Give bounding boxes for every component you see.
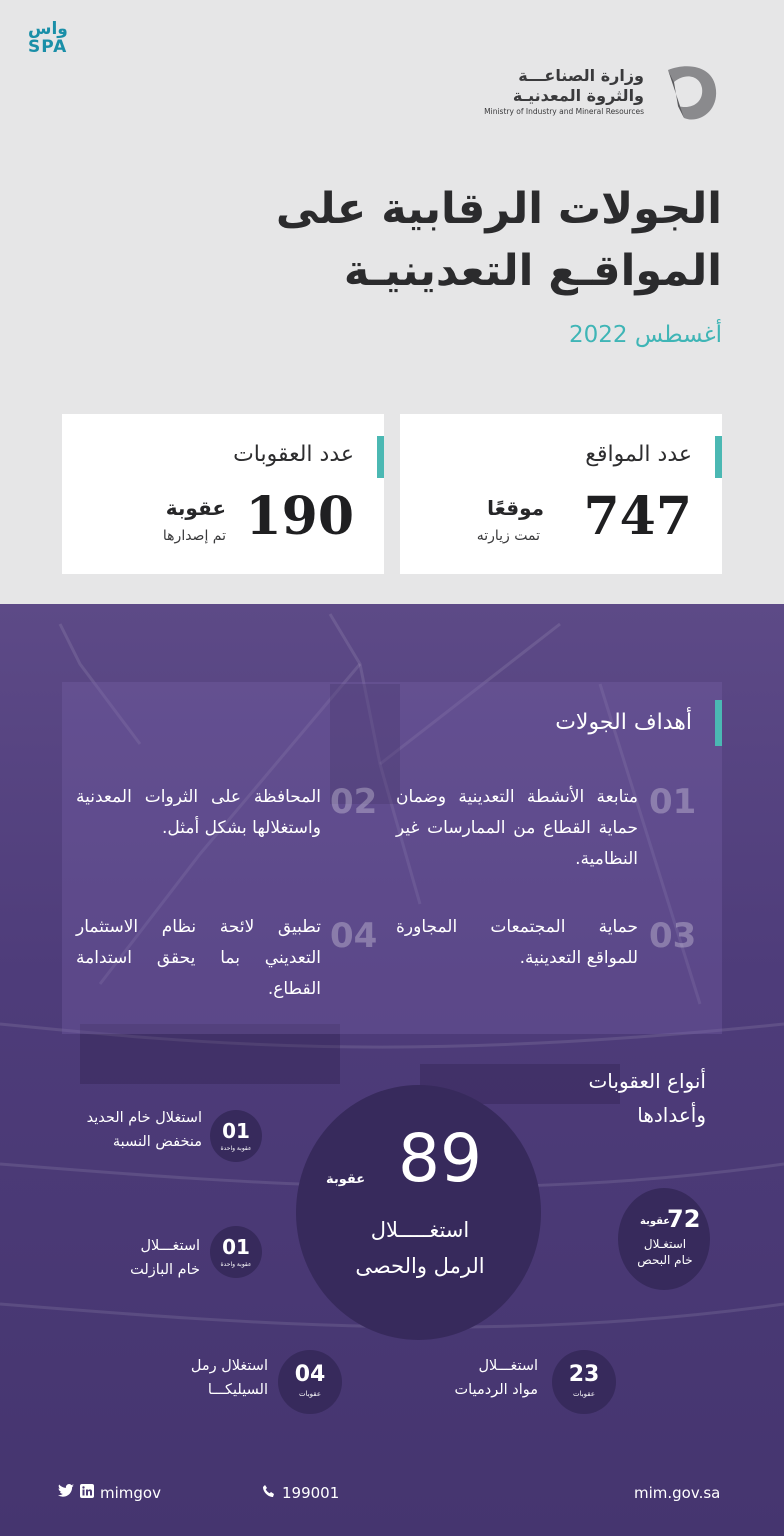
spa-logo	[28, 20, 84, 60]
ministry-name-line2: والثروة المعدنيـة	[512, 86, 644, 105]
goals-heading: أهداف الجولات	[555, 710, 692, 735]
accent-bar	[715, 700, 722, 746]
goal-text: متابعة الأنشطة التعدينية وضمان حماية القطاع من الممارسات غير النظامية.	[396, 787, 638, 869]
penalty-label-line1: استغـــلال	[478, 1358, 538, 1374]
penalties-card	[62, 414, 384, 574]
phone-number[interactable]: 199001	[282, 1484, 340, 1502]
ministry-name-line1: وزارة الصناعـــة	[518, 66, 644, 85]
page-title	[222, 178, 722, 302]
penalty-label	[420, 1354, 538, 1402]
main-penalty-label-line1: استغـــــلال	[370, 1218, 470, 1242]
penalty-count: 01	[222, 1119, 250, 1143]
spa-logo-arabic: واس	[28, 19, 68, 39]
penalty-label	[160, 1354, 268, 1402]
penalty-label-line2: خام البازلت	[130, 1262, 200, 1278]
page-title-line2: المواقـع التعدينيـة	[343, 246, 722, 296]
spa-logo-latin: SPA	[28, 37, 68, 57]
penalty-label-line2: السيليكـــا	[207, 1382, 268, 1398]
penalty-label-line1: استغلال خام الحديد	[86, 1110, 202, 1126]
penalty-count: 01	[222, 1235, 250, 1259]
footer	[0, 1480, 784, 1510]
website-link[interactable]: mim.gov.sa	[634, 1484, 721, 1502]
twitter-icon[interactable]	[58, 1484, 74, 1502]
main-penalty-count: 89	[398, 1120, 482, 1197]
phone-icon	[262, 1484, 276, 1502]
penalty-count: 04	[294, 1362, 326, 1387]
main-penalty-label-line2: الرمل والحصى	[355, 1254, 485, 1278]
social-handle[interactable]: mimgov	[100, 1484, 161, 1502]
ministry-name-english: Ministry of Industry and Mineral Resources	[484, 107, 644, 116]
penalties-unit: عقوبة	[165, 496, 226, 520]
penalty-unit: عقوبة واحدة	[220, 1261, 252, 1268]
ministry-logo-icon	[658, 60, 722, 128]
penalty-label	[628, 1236, 702, 1268]
report-month: أغسطس 2022	[569, 322, 722, 348]
linkedin-icon[interactable]	[80, 1484, 94, 1502]
penalty-label-line2: خام البحص	[637, 1253, 693, 1267]
sites-sub: تمت زيارته	[476, 528, 540, 544]
sites-card	[400, 414, 722, 574]
penalty-label-line1: استغـلال	[643, 1237, 687, 1251]
penalty-unit: عقوبات	[572, 1390, 595, 1398]
goal-number: 01	[649, 782, 697, 822]
penalty-label-line2: منخفض النسبة	[112, 1134, 202, 1150]
goal-text: المحافظة على الثروات المعدنية واستغلالها بشكل أمثل.	[76, 787, 321, 838]
goal-text: تطبيق لائحة نظام الاستثمار التعديني بما يحقق استدامة القطاع.	[76, 917, 321, 999]
accent-bar	[377, 436, 384, 478]
goal-text: حماية المجتمعات المجاورة للمواقع التعدينية.	[396, 917, 638, 968]
main-penalty-label	[320, 1212, 520, 1284]
penalties-sub: تم إصدارها	[162, 528, 226, 544]
penalty-label-line1: استغـــلال	[140, 1238, 200, 1254]
penalties-count: 190	[245, 486, 354, 547]
goal-number: 02	[330, 782, 378, 822]
sites-unit: موقعًا	[487, 496, 544, 520]
penalty-label	[40, 1106, 202, 1154]
penalties-label: عدد العقوبات	[233, 442, 354, 467]
penalty-label	[96, 1234, 200, 1282]
sites-label: عدد المواقع	[585, 442, 692, 467]
penalty-label-line1: استغلال رمل	[190, 1358, 268, 1374]
penalty-unit: عقوبات	[298, 1390, 321, 1398]
goal-number: 03	[649, 916, 697, 956]
ministry-name	[414, 66, 644, 118]
penalty-label-line2: مواد الردميات	[454, 1382, 538, 1398]
penalty-types-heading-line1: أنواع العقوبات	[588, 1069, 706, 1093]
accent-bar	[715, 436, 722, 478]
goals-panel	[62, 682, 722, 1034]
header-section	[0, 0, 784, 604]
page-title-line1: الجولات الرقابية على	[275, 184, 722, 234]
penalty-count: 23	[568, 1362, 600, 1387]
sites-count: 747	[583, 486, 692, 547]
penalty-unit: عقوبة	[640, 1216, 671, 1227]
goal-number: 04	[330, 916, 378, 956]
main-penalty-unit: عقوبة	[326, 1172, 366, 1187]
penalty-unit: عقوبة واحدة	[220, 1145, 252, 1152]
penalty-count: 72	[667, 1205, 701, 1233]
penalty-types-heading	[486, 1064, 706, 1132]
penalty-types-heading-line2: وأعدادها	[637, 1103, 706, 1127]
